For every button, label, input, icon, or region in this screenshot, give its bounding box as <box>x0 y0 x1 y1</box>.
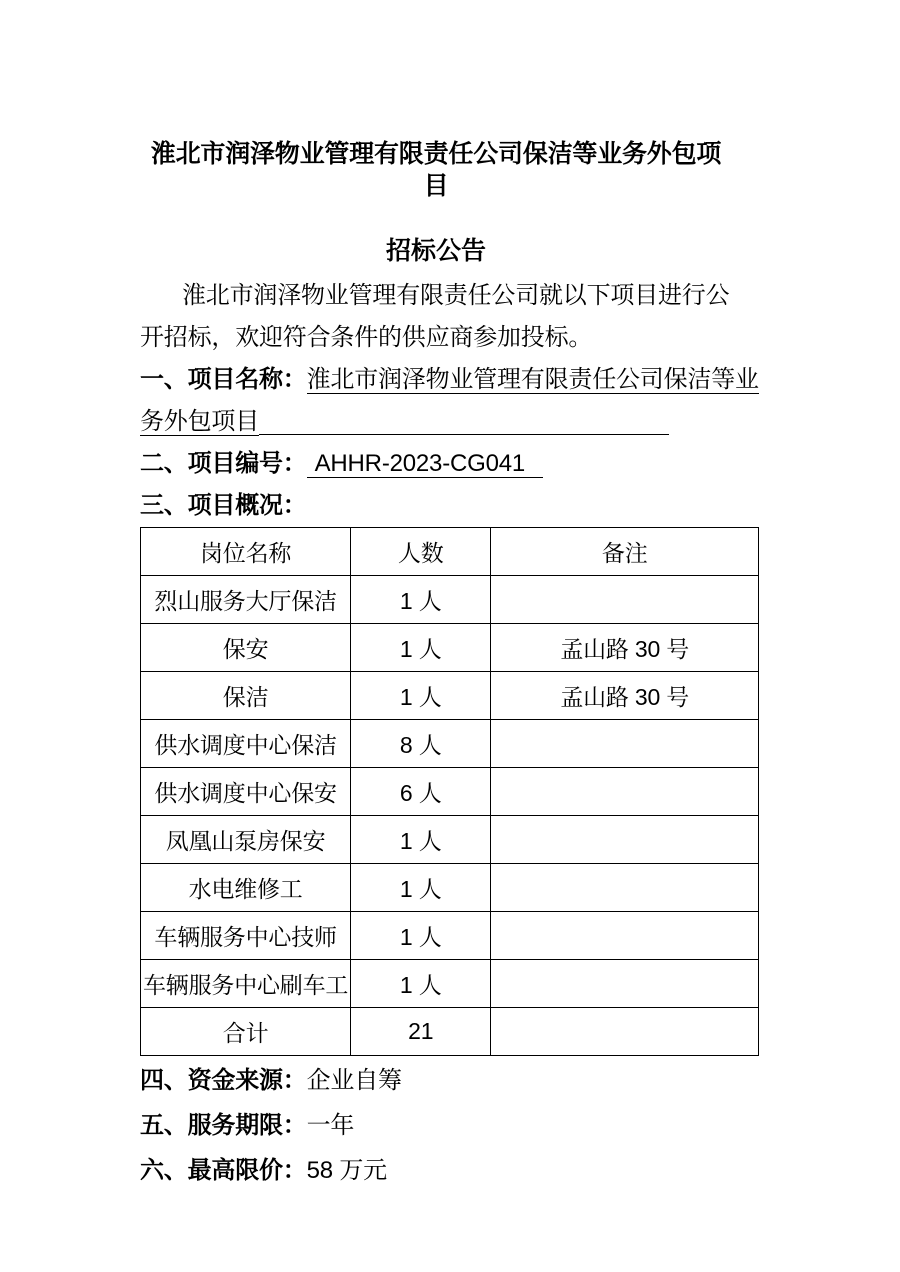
item-project-number-label: 二、项目编号： <box>140 450 307 477</box>
table-cell: 保安 <box>141 624 351 672</box>
table-cell: 孟山路 30 号 <box>491 624 759 672</box>
table-cell: 烈山服务大厅保洁 <box>141 576 351 624</box>
table-cell: 水电维修工 <box>141 864 351 912</box>
blank-underline <box>259 430 669 435</box>
document-subtitle: 招标公告 <box>385 237 486 265</box>
table-cell: 车辆服务中心刷车工 <box>141 960 351 1008</box>
item-project-overview-label: 三、项目概况： <box>140 492 307 519</box>
item-project-name-value: 淮北市润泽物业管理有限责任公司保洁等业务外包项目 <box>140 366 759 435</box>
table-cell: 供水调度中心保洁 <box>141 720 351 768</box>
table-cell: 1 人 <box>351 864 491 912</box>
table-cell: 凤凰山泵房保安 <box>141 816 351 864</box>
table-header-count: 人数 <box>351 528 491 576</box>
table-body <box>141 576 759 1056</box>
table-cell: 供水调度中心保安 <box>141 768 351 816</box>
table-row <box>141 624 759 672</box>
table-header-position: 岗位名称 <box>141 528 351 576</box>
table-cell: 1 人 <box>351 816 491 864</box>
item-project-name-label: 一、项目名称： <box>140 366 307 393</box>
item-service-term <box>140 1103 770 1148</box>
table-cell: 6 人 <box>351 768 491 816</box>
item-funding-source <box>140 1058 770 1103</box>
table-row <box>141 720 759 768</box>
table-cell <box>491 576 759 624</box>
item-project-overview <box>140 485 770 527</box>
table-cell <box>491 768 759 816</box>
table-cell <box>491 960 759 1008</box>
table-header-note: 备注 <box>491 528 759 576</box>
table-cell: 1 人 <box>351 672 491 720</box>
item-price-cap <box>140 1148 770 1193</box>
table-header-row <box>141 528 759 576</box>
document-title: 淮北市润泽物业管理有限责任公司保洁等业务外包项目 <box>150 140 722 200</box>
table-cell: 1 人 <box>351 624 491 672</box>
item-funding-source-value: 企业自筹 <box>306 1067 402 1094</box>
table-cell: 保洁 <box>141 672 351 720</box>
table-cell: 合计 <box>141 1008 351 1056</box>
item-project-number <box>140 443 770 485</box>
item-service-term-value: 一年 <box>306 1112 355 1139</box>
table-cell <box>491 1008 759 1056</box>
item-price-cap-label: 六、最高限价： <box>140 1157 307 1184</box>
positions-table <box>140 527 759 1056</box>
table-cell: 车辆服务中心技师 <box>141 912 351 960</box>
table-row <box>141 960 759 1008</box>
table-cell: 1 人 <box>351 912 491 960</box>
table-row <box>141 1008 759 1056</box>
table-cell: 1 人 <box>351 960 491 1008</box>
table-cell: 8 人 <box>351 720 491 768</box>
item-service-term-label: 五、服务期限： <box>140 1112 307 1139</box>
bottom-items <box>140 1058 770 1193</box>
table-row <box>141 672 759 720</box>
table-cell <box>491 912 759 960</box>
table-cell: 21 <box>351 1008 491 1056</box>
table-row <box>141 864 759 912</box>
item-price-cap-value: 58 万元 <box>306 1157 387 1184</box>
table-row <box>141 912 759 960</box>
table-row <box>141 816 759 864</box>
table-cell: 1 人 <box>351 576 491 624</box>
table-row <box>141 768 759 816</box>
table-cell: 孟山路 30 号 <box>491 672 759 720</box>
intro-paragraph: 淮北市润泽物业管理有限责任公司就以下项目进行公开招标，欢迎符合条件的供应商参加投标。 <box>140 282 730 351</box>
item-project-name <box>140 359 770 443</box>
item-project-number-value: AHHR-2023-CG041 <box>307 450 543 478</box>
table-cell <box>491 816 759 864</box>
table-row <box>141 576 759 624</box>
item-funding-source-label: 四、资金来源： <box>140 1067 307 1094</box>
table-cell <box>491 864 759 912</box>
table-cell <box>491 720 759 768</box>
